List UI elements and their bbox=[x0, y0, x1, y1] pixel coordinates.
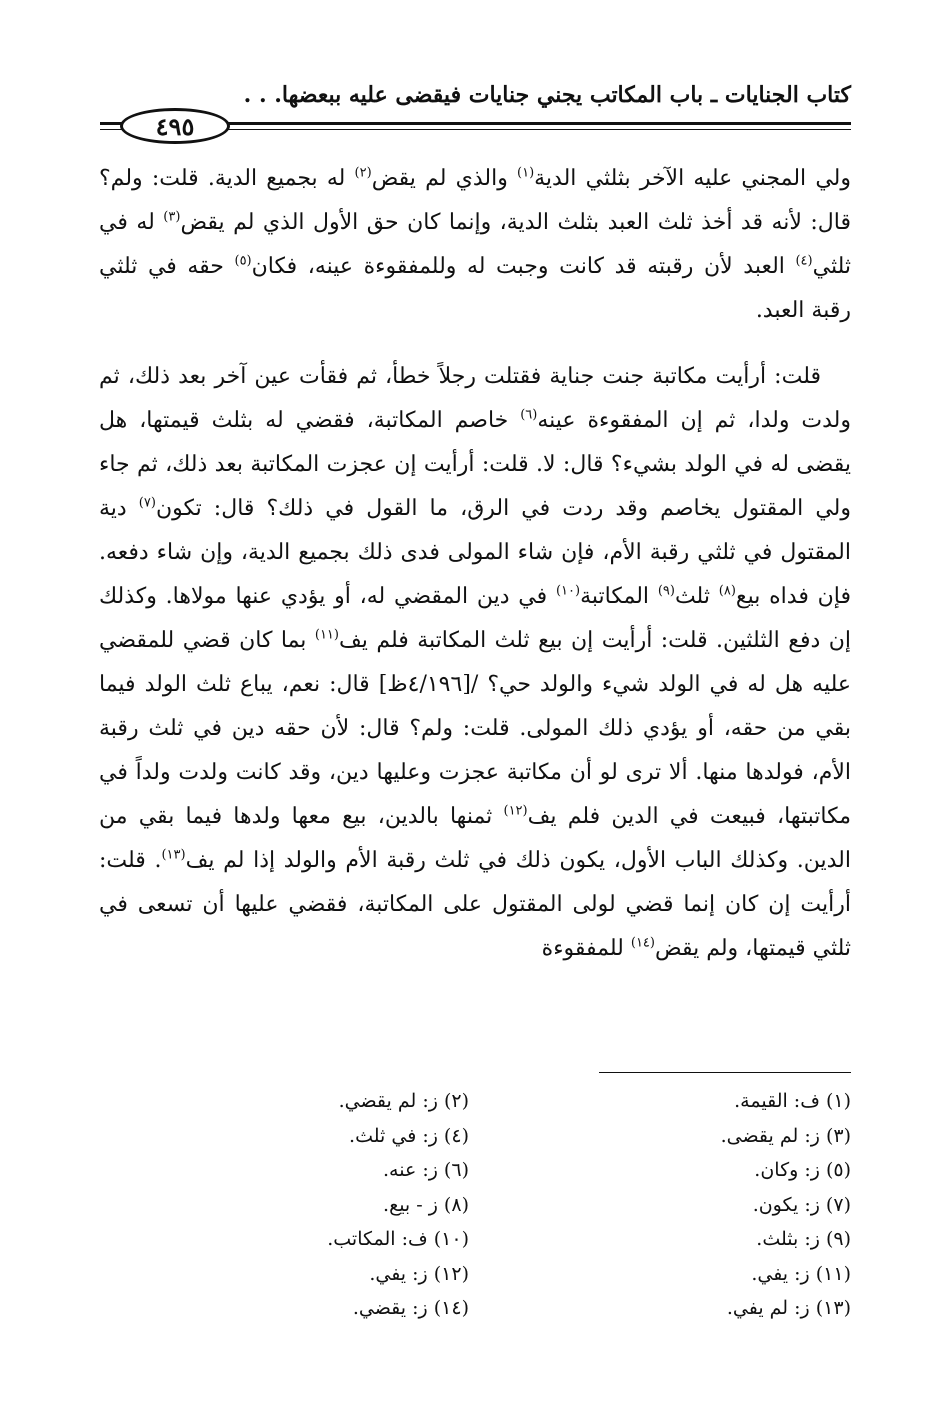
footnote-marker: (٦) bbox=[520, 407, 538, 423]
footnote-marker: (١٣) bbox=[161, 847, 186, 863]
footnote: (٦) ز: عنه. bbox=[382, 1159, 469, 1181]
footnote: (١٠) ف: المكاتب. bbox=[327, 1228, 469, 1250]
footnote: (١١) ز: يفي. bbox=[751, 1262, 851, 1285]
text-segment: بما كان قضي للمقضي عليه هل له في الولد شيء والولد حي؟ /[٤/١٩٦ظ] قال: نعم، يباع ثلث الولد فيما بقي من حقه، أو يؤدي ذلك المولى. قلت: ولم؟ قال: لأن حقه دين في ثلث رقبة الأم، فولدها منها. ألا ترى لو أن مكاتبة عجزت وعليها دين، وقد كانت ولدت ولداً في مكاتبتها، فبيعت في الدين فلم يف bbox=[99, 628, 851, 829]
text-segment: العبد لأن رقبته قد كانت وجبت له وللمفقوءة عينه، فكان bbox=[251, 254, 796, 279]
text-segment: للمفقوءة bbox=[541, 936, 631, 961]
page-number: ٤٩٥ bbox=[155, 111, 195, 141]
text-segment: دية المقتول في ثلثي رقبة الأم، فإن شاء المولى فدى ذلك بجميع الدية، وإن شاء دفعه. فإن فداه بيع bbox=[99, 496, 851, 609]
body-paragraph-2 bbox=[99, 355, 851, 971]
footnote-marker: (٤) bbox=[795, 253, 813, 269]
text-segment: ولي المجني عليه الآخر بثلثي الدية bbox=[534, 166, 851, 191]
paragraph-text bbox=[99, 157, 851, 333]
footnote-marker: (٨) bbox=[718, 583, 736, 599]
footnote: (٢) ز: لم يقضي. bbox=[338, 1090, 469, 1112]
footnote-marker: (٣) bbox=[163, 209, 181, 225]
text-segment: حقه في ثلثي رقبة العبد. bbox=[99, 254, 851, 323]
footnote: (٥) ز: وكان. bbox=[754, 1159, 851, 1181]
footnotes bbox=[99, 1084, 851, 1326]
page-number-badge bbox=[120, 108, 230, 144]
footnote-marker: (٩) bbox=[657, 583, 675, 599]
text-segment: ثمنها بالدين، بيع معها ولدها فيما بقي من الدين. وكذلك الباب الأول، يكون ذلك في ثلث رقبة الأم والولد إذا لم يف bbox=[99, 804, 851, 873]
text-segment: ثلث bbox=[674, 584, 719, 609]
footnote: (٩) ز: بثلث. bbox=[756, 1228, 851, 1250]
text-segment: المكاتبة bbox=[580, 584, 658, 609]
footnote: (١) ف: القيمة. bbox=[734, 1090, 851, 1112]
footnote-marker: (٧) bbox=[138, 495, 156, 511]
text-segment: له بجميع الدية. قلت: ولم؟ قال: لأنه قد أخذ ثلث العبد بثلث الدية، وإنما كان حق الأول الذي لم يقض bbox=[99, 166, 851, 235]
footnote-marker: (١) bbox=[517, 165, 535, 181]
footnote-marker: (٥) bbox=[234, 253, 252, 269]
text-segment: خاصم المكاتبة، فقضي له بثلث قيمتها، هل يقضى له في الولد بشيء؟ قال: لا. قلت: أرأيت إن عجزت المكاتبة بعد ذلك، ثم جاء ولي المقتول يخاصم وقد ردت في الرق، ما القول في ذلك؟ قال: تكون bbox=[99, 408, 851, 521]
footnote: (١٣) ز: لم يفي. bbox=[726, 1297, 851, 1319]
footnote-marker: (١١) bbox=[314, 627, 339, 643]
body-paragraph-1 bbox=[99, 157, 851, 333]
footnote-separator bbox=[599, 1072, 851, 1073]
text-segment: . قلت: أرأيت إن كان إنما قضي لولى المقتول على المكاتبة، فقضي عليها أن تسعى في ثلثي قيمتها، ولم يقض bbox=[99, 848, 851, 961]
footnote: (١٢) ز: يفي. bbox=[369, 1262, 469, 1285]
footnote: (٤) ز: في ثلث. bbox=[349, 1124, 469, 1147]
footnote: (٣) ز: لم يقضى. bbox=[720, 1124, 851, 1147]
text-segment: له في ثلثي bbox=[99, 210, 851, 279]
footnote: (١٤) ز: يقضي. bbox=[352, 1297, 469, 1319]
paragraph-text bbox=[99, 355, 851, 971]
footnote-marker: (١٤) bbox=[630, 935, 655, 951]
footnote-marker: (١٠) bbox=[555, 583, 581, 599]
footnote: (٨) ز - بيع. bbox=[383, 1193, 469, 1216]
footnote-marker: (٢) bbox=[354, 165, 372, 181]
footnote: (٧) ز: يكون. bbox=[752, 1193, 851, 1216]
running-title: كتاب الجنايات ـ باب المكاتب يجني جنايات فيقضى عليه ببعضها. . . bbox=[243, 82, 851, 108]
text-segment: قلت: أرأيت مكاتبة جنت جناية فقتلت رجلاً خطأ، ثم فقأت عين آخر بعد ذلك، ثم ولدت ولدا، ثم إن المفقوءة عينه bbox=[99, 364, 851, 433]
text-segment: في دين المقضي له، أو يؤدي عنها مولاها. وكذلك إن دفع الثلثين. قلت: أرأيت إن بيع ثلث المكاتبة فلم يف bbox=[99, 584, 851, 653]
text-segment: والذي لم يقض bbox=[371, 166, 517, 191]
footnote-marker: (١٢) bbox=[503, 803, 528, 819]
